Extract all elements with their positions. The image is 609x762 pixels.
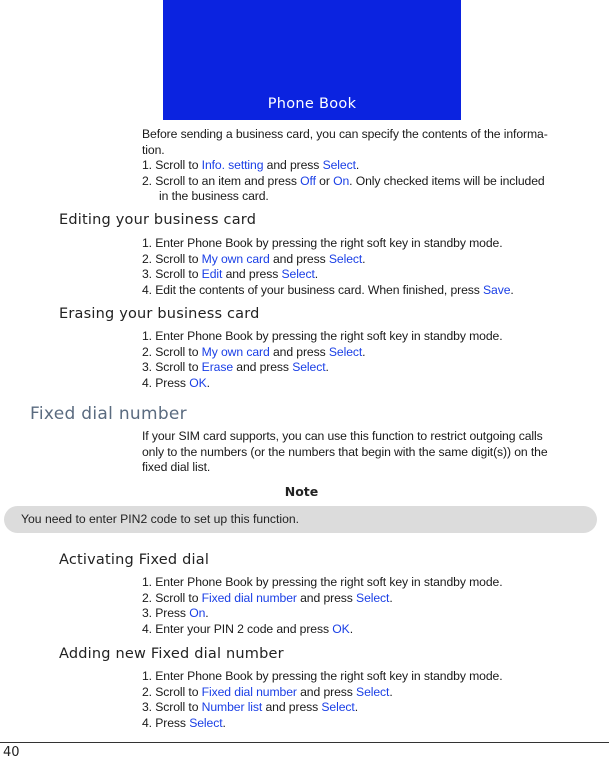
step: 3. Press On.: [142, 606, 209, 620]
step: 1. Enter Phone Book by pressing the right soft key in standby mode.: [142, 669, 503, 683]
section-heading-erasing: Erasing your business card: [59, 306, 260, 322]
note-text: You need to enter PIN2 code to set up this function.: [21, 512, 300, 526]
page-number: 40: [3, 745, 20, 760]
step: 3. Scroll to Erase and press Select.: [142, 360, 329, 374]
section-heading-adding: Adding new Fixed dial number: [59, 646, 284, 662]
menu-term: Select: [322, 158, 356, 172]
intro-step: 1. Scroll to Info. setting and press Select.: [142, 158, 360, 172]
menu-term: Select: [356, 590, 390, 605]
menu-term: Select: [356, 684, 390, 699]
intro-step: 2. Scroll to an item and press Off or On. Only checked items will be included: [142, 173, 545, 188]
menu-term: Edit: [201, 267, 223, 281]
erasing-steps: [142, 329, 606, 391]
menu-term: My own card: [201, 344, 270, 359]
adding-steps: [142, 669, 606, 731]
step: 4. Press Select.: [142, 715, 226, 730]
step: 2. Scroll to Fixed dial number and press Select.: [142, 590, 393, 605]
step: 2. Scroll to My own card and press Select.: [142, 251, 366, 266]
step: 4. Enter your PIN 2 code and press OK.: [142, 621, 353, 636]
footer-divider: [0, 742, 609, 743]
intro-line: tion.: [142, 142, 165, 157]
menu-term: Number list: [201, 700, 263, 714]
activating-steps: [142, 575, 606, 637]
step: 1. Enter Phone Book by pressing the right soft key in standby mode.: [142, 236, 503, 250]
menu-term: Info. setting: [201, 158, 264, 172]
section-heading-fixed-dial: Fixed dial number: [30, 404, 187, 424]
paragraph-line: only to the numbers (or the numbers that begin with the same digit(s)) on the: [142, 444, 548, 459]
step: 2. Scroll to My own card and press Select.: [142, 344, 366, 359]
intro-step-continued: in the business card.: [159, 189, 269, 203]
note-box: [4, 506, 597, 533]
step: 3. Scroll to Number list and press Select.: [142, 700, 358, 714]
section-heading-activating: Activating Fixed dial: [59, 552, 210, 568]
menu-term: My own card: [201, 251, 270, 266]
fixed-dial-description: [142, 429, 606, 476]
step: 4. Press OK.: [142, 375, 210, 390]
menu-term: Select: [189, 715, 223, 730]
chapter-header: [163, 0, 461, 120]
menu-term: Off: [300, 173, 316, 188]
intro-text: [142, 127, 606, 205]
menu-term: Save: [483, 282, 511, 297]
step: 1. Enter Phone Book by pressing the right soft key in standby mode.: [142, 575, 503, 589]
editing-steps: [142, 236, 606, 298]
paragraph-line: fixed dial list.: [142, 460, 211, 474]
menu-term: OK: [332, 621, 350, 636]
step: 2. Scroll to Fixed dial number and press Select.: [142, 684, 393, 699]
note-label: Note: [284, 484, 319, 499]
step: 1. Enter Phone Book by pressing the right soft key in standby mode.: [142, 329, 503, 343]
menu-term: On: [333, 173, 350, 188]
menu-term: Select: [328, 251, 363, 266]
menu-term: Select: [328, 344, 363, 359]
chapter-title: Phone Book: [267, 96, 357, 112]
menu-term: Select: [292, 360, 326, 374]
section-heading-editing: Editing your business card: [59, 212, 257, 228]
menu-term: OK: [189, 375, 207, 390]
menu-term: Select: [281, 267, 315, 281]
paragraph-line: If your SIM card supports, you can use this function to restrict outgoing calls: [142, 429, 543, 443]
step: 3. Scroll to Edit and press Select.: [142, 267, 319, 281]
menu-term: Select: [321, 700, 355, 714]
step: 4. Edit the contents of your business card. When finished, press Save.: [142, 282, 514, 297]
intro-line: Before sending a business card, you can specify the contents of the informa-: [142, 127, 548, 141]
menu-term: Fixed dial number: [201, 590, 297, 605]
menu-term: Erase: [201, 360, 234, 374]
menu-term: Fixed dial number: [201, 684, 297, 699]
menu-term: On: [189, 606, 206, 620]
